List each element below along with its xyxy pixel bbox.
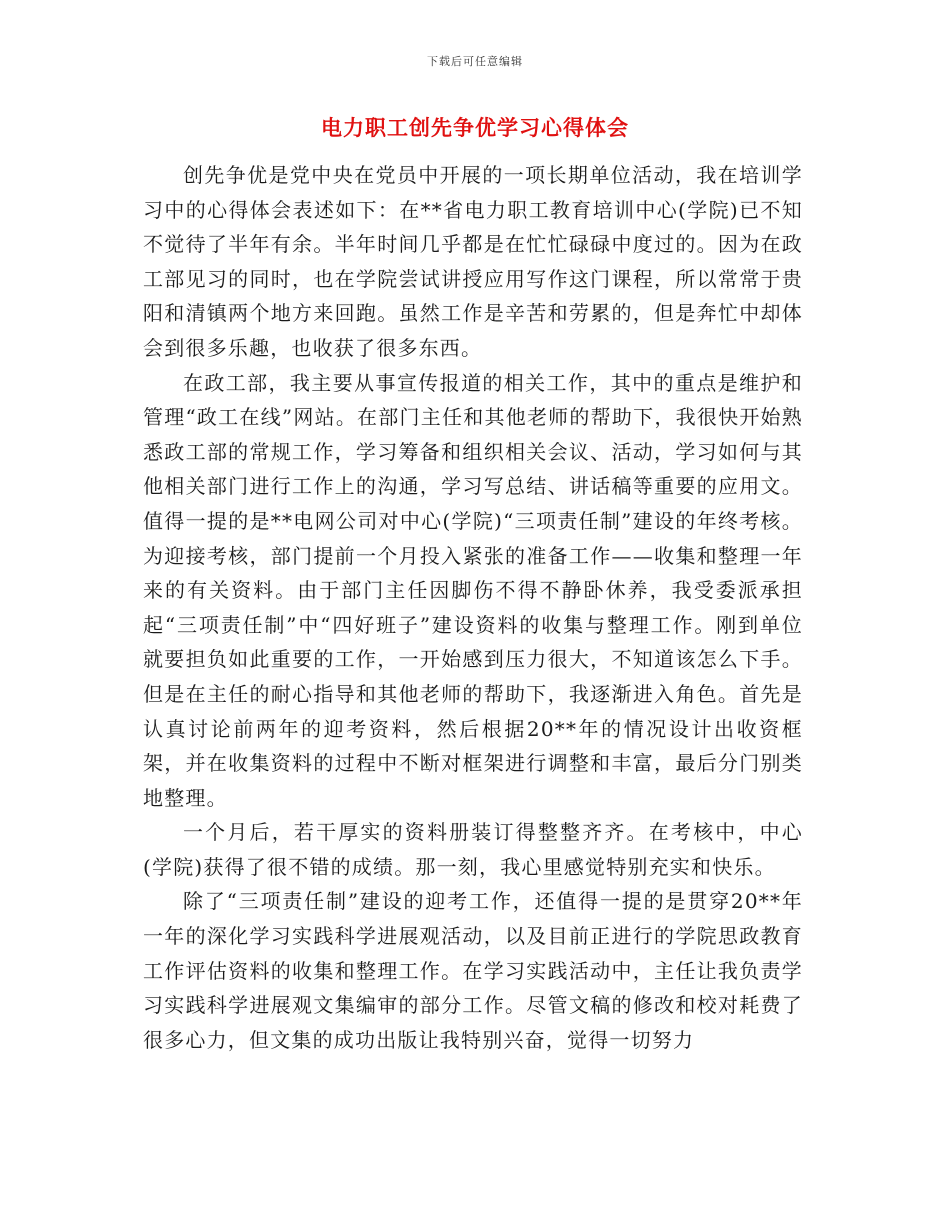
page-header: 下载后可任意编辑 [427,55,523,68]
paragraph: 在政工部，我主要从事宣传报道的相关工作，其中的重点是维护和管理“政工在线”网站。在部门主任和其他老师的帮助下，我很快开始熟悉政工部的常规工作，学习筹备和组织相关会议、活动，学习如何与其他相关部门进行工作上的沟通，学习写总结、讲话稿等重要的应用文。值得一提的是**电网公司对中心(学院)“三项责任制”建设的年终考核。为迎接考核，部门提前一个月投入紧张的准备工作——收集和整理一年来的有关资料。由于部门主任因脚伤不得不静卧休养，我受委派承担起“三项责任制”中“四好班子”建设资料的收集与整理工作。刚到单位就要担负如此重要的工作，一开始感到压力很大，不知道该怎么下手。但是在主任的耐心指导和其他老师的帮助下，我逐渐进入角色。首先是认真讨论前两年的迎考资料，然后根据20**年的情况设计出收资框架，并在收集资料的过程中不断对框架进行调整和丰富，最后分门别类地整理。 [143,370,803,810]
paragraph: 创先争优是党中央在党员中开展的一项长期单位活动，我在培训学习中的心得体会表述如下：在**省电力职工教育培训中心(学院)已不知不觉待了半年有余。半年时间几乎都是在忙忙碌碌中度过的。因为在政工部见习的同时，也在学院尝试讲授应用写作这门课程，所以常常于贵阳和清镇两个地方来回跑。虽然工作是辛苦和劳累的，但是奔忙中却体会到很多乐趣，也收获了很多东西。 [143,163,803,360]
paragraph: 除了“三项责任制”建设的迎考工作，还值得一提的是贯穿20**年一年的深化学习实践科学进展观活动，以及目前正进行的学院思政教育工作评估资料的收集和整理工作。在学习实践活动中，主任让我负责学习实践科学进展观文集编审的部分工作。尽管文稿的修改和校对耗费了很多心力，但文集的成功出版让我特别兴奋，觉得一切努力 [143,889,803,1052]
document-title: 电力职工创先争优学习心得体会 [321,115,629,140]
paragraph: 一个月后，若干厚实的资料册装订得整整齐齐。在考核中，中心(学院)获得了很不错的成绩。那一刻，我心里感觉特别充实和快乐。 [143,820,803,879]
document-body [143,158,803,1057]
